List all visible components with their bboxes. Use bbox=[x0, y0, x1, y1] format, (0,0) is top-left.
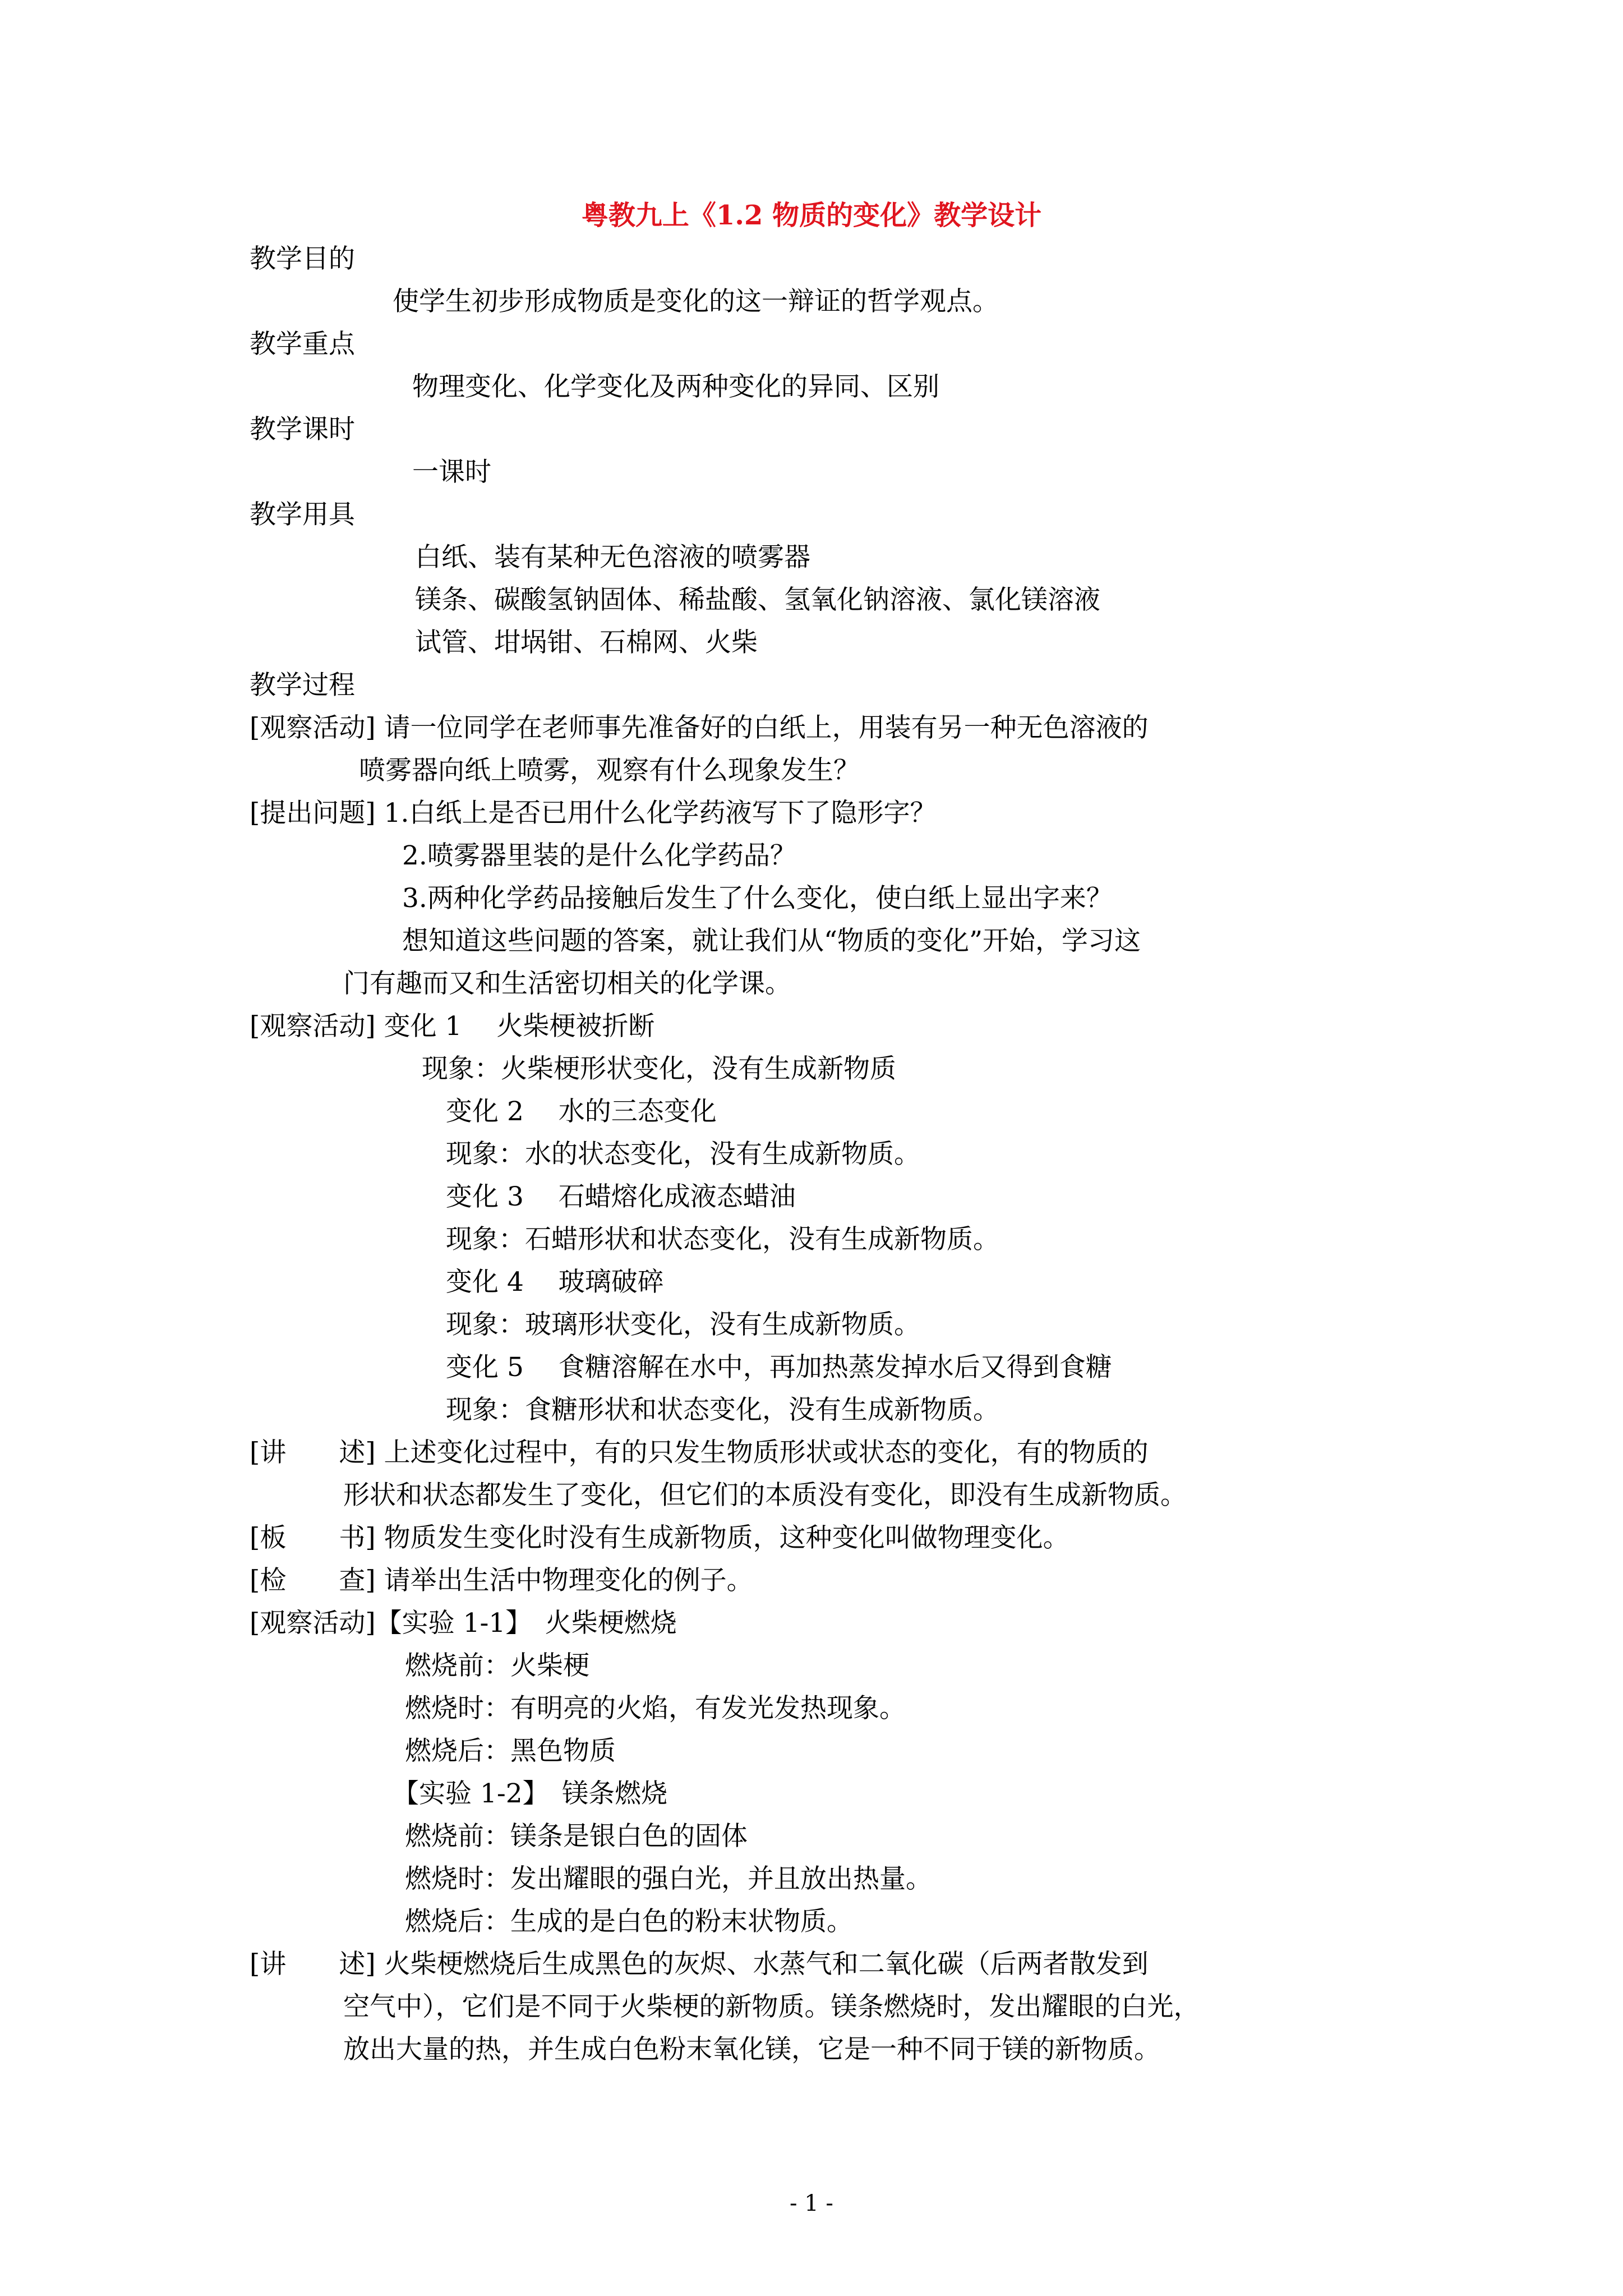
hours-text: 一课时 bbox=[412, 457, 491, 487]
experiment-2-before: 燃烧前：镁条是银白色的固体 bbox=[405, 1821, 748, 1852]
lecture-2-line-1: [讲 述] 火柴梗燃烧后生成黑色的灰烬、水蒸气和二氧化碳（后两者散发到 bbox=[250, 1949, 1149, 1980]
question-summary-line-1: 想知道这些问题的答案，就让我们从“物质的变化”开始，学习这 bbox=[402, 926, 1141, 956]
tools-heading: 教学用具 bbox=[250, 499, 355, 530]
observe-change-5-phenomenon: 现象：食糖形状和状态变化，没有生成新物质。 bbox=[446, 1395, 999, 1425]
question-1: [提出问题] 1.白纸上是否已用什么化学药液写下了隐形字？ bbox=[250, 798, 937, 829]
observe-change-4: 变化 4 玻璃破碎 bbox=[446, 1267, 664, 1297]
observe-activity-1-line-2: 喷雾器向纸上喷雾，观察有什么现象发生？ bbox=[359, 755, 860, 786]
lecture-1-line-2: 形状和状态都发生了变化，但它们的本质没有变化，即没有生成新物质。 bbox=[343, 1480, 1187, 1511]
observe-change-5: 变化 5 食糖溶解在水中，再加热蒸发掉水后又得到食糖 bbox=[446, 1352, 1112, 1383]
page-number: - 1 - bbox=[790, 2191, 833, 2216]
tools-line-2: 镁条、碳酸氢钠固体、稀盐酸、氢氧化钠溶液、氯化镁溶液 bbox=[415, 585, 1100, 615]
observe-activity-1-line-1: [观察活动] 请一位同学在老师事先准备好的白纸上，用装有另一种无色溶液的 bbox=[250, 712, 1149, 743]
question-3: 3.两种化学药品接触后发生了什么变化，使白纸上显出字来？ bbox=[402, 883, 1113, 914]
observe-change-4-phenomenon: 现象：玻璃形状变化，没有生成新物质。 bbox=[446, 1309, 920, 1340]
tools-line-3: 试管、坩埚钳、石棉网、火柴 bbox=[415, 627, 758, 658]
experiment-2-during: 燃烧时：发出耀眼的强白光，并且放出热量。 bbox=[405, 1864, 932, 1894]
experiment-2-after: 燃烧后：生成的是白色的粉末状物质。 bbox=[405, 1906, 853, 1937]
question-summary-line-2: 门有趣而又和生活密切相关的化学课。 bbox=[343, 968, 791, 999]
experiment-1-after: 燃烧后：黑色物质 bbox=[405, 1736, 616, 1766]
focus-text: 物理变化、化学变化及两种变化的异同、区别 bbox=[412, 371, 939, 402]
observe-change-2: 变化 2 水的三态变化 bbox=[446, 1096, 717, 1127]
page-title: 粤教九上《1.2 物质的变化》教学设计 bbox=[581, 200, 1042, 231]
blackboard-note: [板 书] 物质发生变化时没有生成新物质，这种变化叫做物理变化。 bbox=[250, 1522, 1069, 1553]
lecture-2-line-3: 放出大量的热，并生成白色粉末氧化镁，它是一种不同于镁的新物质。 bbox=[343, 2034, 1160, 2065]
experiment-1-before: 燃烧前：火柴梗 bbox=[405, 1650, 589, 1681]
focus-heading: 教学重点 bbox=[250, 329, 355, 360]
goal-heading: 教学目的 bbox=[250, 243, 355, 274]
hours-heading: 教学课时 bbox=[250, 414, 355, 445]
observe-experiment-1: [观察活动]【实验 1-1】 火柴梗燃烧 bbox=[250, 1608, 677, 1639]
lecture-1-line-1: [讲 述] 上述变化过程中，有的只发生物质形状或状态的变化，有的物质的 bbox=[250, 1437, 1149, 1468]
lecture-2-line-2: 空气中），它们是不同于火柴梗的新物质。镁条燃烧时，发出耀眼的白光， bbox=[343, 1991, 1200, 2022]
observe-change-2-phenomenon: 现象：水的状态变化，没有生成新物质。 bbox=[446, 1139, 920, 1170]
observe-change-1: [观察活动] 变化 1 火柴梗被折断 bbox=[250, 1011, 655, 1042]
observe-change-3-phenomenon: 现象：石蜡形状和状态变化，没有生成新物质。 bbox=[446, 1224, 999, 1255]
observe-change-1-phenomenon: 现象：火柴梗形状变化，没有生成新物质 bbox=[422, 1053, 896, 1084]
goal-text: 使学生初步形成物质是变化的这一辩证的哲学观点。 bbox=[393, 286, 999, 317]
experiment-2: 【实验 1-2】 镁条燃烧 bbox=[393, 1778, 668, 1809]
experiment-1-during: 燃烧时：有明亮的火焰，有发光发热现象。 bbox=[405, 1693, 906, 1724]
check-question: [检 查] 请举出生活中物理变化的例子。 bbox=[250, 1565, 753, 1596]
observe-change-3: 变化 3 石蜡熔化成液态蜡油 bbox=[446, 1181, 796, 1212]
question-2: 2.喷雾器里装的是什么化学药品？ bbox=[402, 840, 796, 871]
tools-line-1: 白纸、装有某种无色溶液的喷雾器 bbox=[415, 542, 810, 573]
process-heading: 教学过程 bbox=[250, 670, 355, 701]
